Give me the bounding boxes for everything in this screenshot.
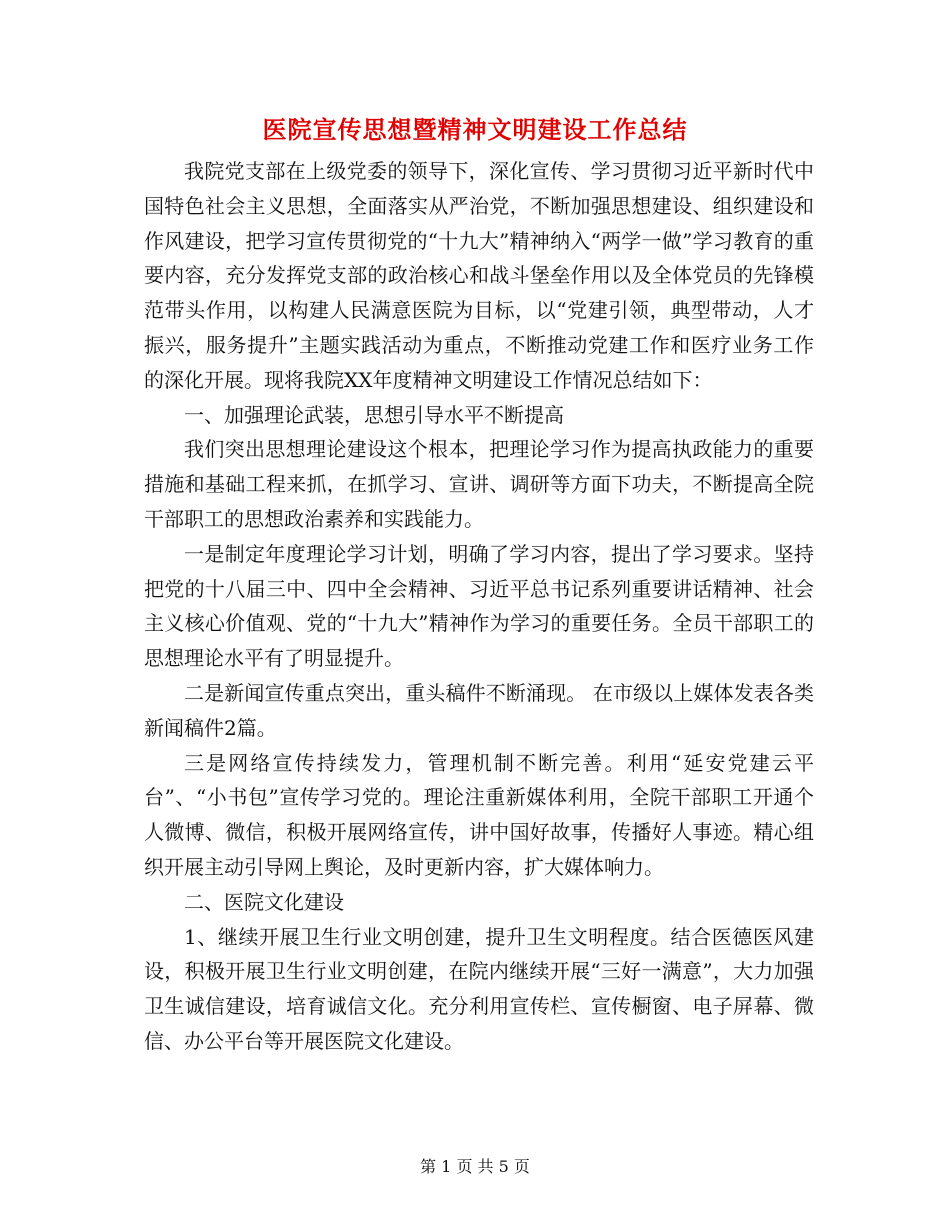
paragraph-culture: 1、继续开展卫生行业文明创建，提升卫生文明程度。结合医德医风建设，积极开展卫生行业文明创建，在院内继续开展“三好一满意”，大力加强卫生诚信建设，培育诚信文化。充分利用宣传栏、宣传橱窗、电子屏幕、微信、办公平台等开展医院文化建设。 bbox=[144, 924, 814, 1053]
page-number-footer: 第 1 页 共 5 页 bbox=[420, 1157, 530, 1176]
paragraph-network: 三是网络宣传持续发力，管理机制不断完善。利用“延安党建云平台”、“小书包”宣传学习党的。理论注重新媒体利用，全院干部职工开通个人微博、微信，积极开展网络宣传，讲中国好故事，传播好人事迹。精心组织开展主动引导网上舆论，及时更新内容，扩大媒体响力。 bbox=[144, 750, 814, 879]
paragraph-theory: 我们突出思想理论建设这个根本，把理论学习作为提高执政能力的重要措施和基础工程来抓，在抓学习、宣讲、调研等方面下功夫，不断提高全院干部职工的思想政治素养和实践能力。 bbox=[144, 437, 814, 531]
document-body bbox=[144, 154, 814, 1059]
section-heading-1: 一、加强理论武装，思想引导水平不断提高 bbox=[184, 402, 564, 427]
section-heading-2: 二、医院文化建设 bbox=[184, 889, 344, 914]
paragraph-news: 二是新闻宣传重点突出，重头稿件不断涌现。 在市级以上媒体发表各类新闻稿件2篇。 bbox=[144, 680, 814, 740]
paragraph-study-plan: 一是制定年度理论学习计划，明确了学习内容，提出了学习要求。坚持把党的十八届三中、四中全会精神、习近平总书记系列重要讲话精神、社会主义核心价值观、党的“十九大”精神作为学习的重要任务。全员干部职工的思想理论水平有了明显提升。 bbox=[144, 541, 814, 671]
paragraph-intro: 我院党支部在上级党委的领导下，深化宣传、学习贯彻习近平新时代中国特色社会主义思想，全面落实从严治党，不断加强思想建设、组织建设和作风建设，把学习宣传贯彻党的“十九大”精神纳入“两学一做”学习教育的重要内容，充分发挥党支部的政治核心和战斗堡垒作用以及全体党员的先锋模范带头作用，以构建人民满意医院为目标，以“党建引领，典型带动，人才振兴，服务提升”主题实践活动为重点，不断推动党建工作和医疗业务工作的深化开展。现将我院XX年度精神文明建设工作情况总结如下： bbox=[144, 159, 814, 392]
document-title: 医院宣传思想暨精神文明建设工作总结 bbox=[262, 115, 688, 144]
